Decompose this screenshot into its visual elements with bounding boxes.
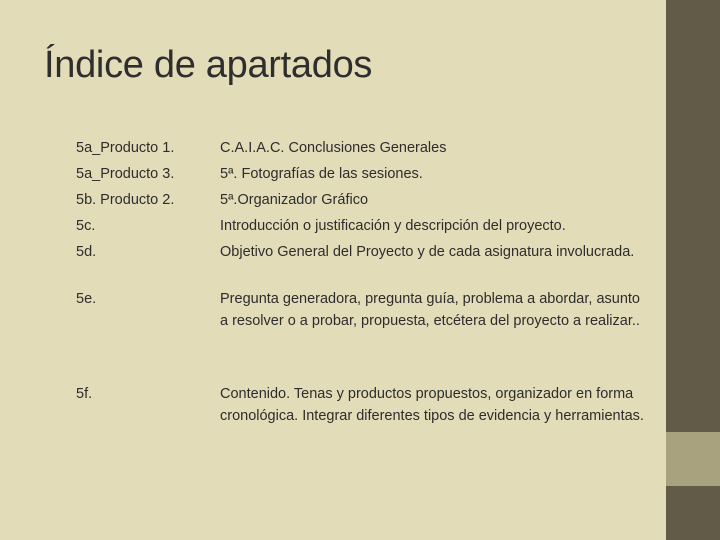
index-description: 5ª.Organizador Gráfico <box>220 192 369 208</box>
index-description: Pregunta generadora, pregunta guía, problema a abordar, asunto a resolver o a probar, propuesta, etcétera del proyecto a realizar.. <box>220 291 640 329</box>
index-code: 5f. <box>76 386 93 402</box>
index-description: C.A.I.A.C. Conclusiones Generales <box>220 140 447 156</box>
slide-title: Índice de apartados <box>44 44 373 86</box>
index-code: 5e. <box>76 291 97 307</box>
sidebar-accent-block <box>666 432 720 486</box>
index-description: 5ª. Fotografías de las sesiones. <box>220 166 423 182</box>
index-code: 5a_Producto 1. <box>76 140 175 156</box>
index-code: 5d. <box>76 244 97 260</box>
index-description: Objetivo General del Proyecto y de cada asignatura involucrada. <box>220 244 635 260</box>
index-code: 5c. <box>76 218 96 234</box>
index-description: Introducción o justificación y descripción del proyecto. <box>220 218 566 234</box>
index-code: 5b. Producto 2. <box>76 192 175 208</box>
index-description: Contenido. Tenas y productos propuestos, organizador en forma cronológica. Integrar diferentes tipos de evidencia y herramientas. <box>220 386 644 424</box>
index-code: 5a_Producto 3. <box>76 166 175 182</box>
